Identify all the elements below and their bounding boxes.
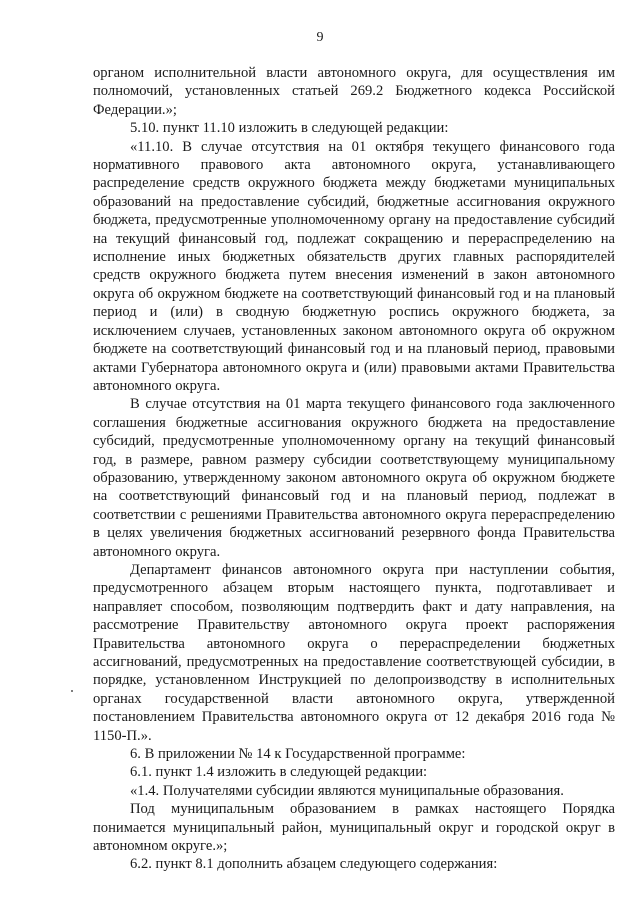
- paragraph-continuation: органом исполнительной власти автономного округа, для осуществления им полномочий, установленных статьей 269.2 Бюджетного кодекса Российской Федерации.»;: [93, 65, 615, 118]
- paragraph-clause-1-4: «1.4. Получателями субсидии являются муниципальные образования.: [130, 782, 564, 799]
- paragraph-municipal-definition: Под муниципальным образованием в рамках настоящего Порядка понимается муниципальный район, муниципальный округ и городской округ в автономном округе.»;: [93, 801, 615, 855]
- paragraph-finance-department: Департамент финансов автономного округа при наступлении события, предусмотренного абзацем вторым настоящего пункта, подготавливает и направляет способом, позволяющим подтвердить факт и дату направления, на рассмотрение Правительству автономного округа проект распоряжения Правительства автономного округа о перераспределении бюджетных ассигнований, предусмотренных на предоставление соответствующей субсидии, в порядке, установленном Инструкцией по делопроизводству в исполнительных органах государственной власти автономного округа, утвержденной постановлением Правительства автономного округа от 12 декабря 2016 года № 1150-П.».: [93, 561, 615, 744]
- document-body: [93, 64, 615, 874]
- paragraph-clause-11-10: «11.10. В случае отсутствия на 01 октября текущего финансового года нормативного правового акта автономного округа, устанавливающего распределение средств окружного бюджета между бюджетами муниципальных образований на предоставление субсидий, бюджетные ассигнования окружного бюджета, предусмотренные уполномоченному органу на предоставление субсидий на текущий финансовый год, подлежат сокращению и перераспределению на исполнение иных бюджетных обязательств других главных распорядителей средств окружного бюджета путем внесения изменений в закон автономного округа об окружном бюджете на соответствующий финансовый год и на плановый период и (или) в сводную бюджетную роспись окружного бюджета, за исключением случаев, установленных законом автономного округа об окружном бюджете на соответствующий финансовый год и на плановый период, правовыми актами Губернатора автономного округа и (или) правовыми актами Правительства автономного округа.: [93, 138, 615, 394]
- scan-speck: [71, 690, 73, 692]
- paragraph-item-6: 6. В приложении № 14 к Государственной программе:: [130, 746, 466, 763]
- paragraph-march-1: В случае отсутствия на 01 марта текущего финансового года заключенного соглашения бюджетные ассигнования окружного бюджета на предоставление субсидий, предусмотренные уполномоченному органу на текущий финансовый год, в размере, равном размеру субсидии соответствующему муниципальному образованию, утвержденному законом автономного округа об окружном бюджете на соответствующий финансовый год и на плановый период, подлежат в соответствии с решениями Правительства автономного округа перераспределению в целях увеличения бюджетных ассигнований резервного фонда Правительства автономного округа.: [93, 396, 615, 560]
- page-number: 9: [316, 30, 324, 45]
- paragraph-item-6-2: 6.2. пункт 8.1 дополнить абзацем следующего содержания:: [130, 856, 498, 873]
- paragraph-item-6-1: 6.1. пункт 1.4 изложить в следующей редакции:: [130, 764, 428, 781]
- paragraph-item-5-10: 5.10. пункт 11.10 изложить в следующей редакции:: [130, 120, 449, 137]
